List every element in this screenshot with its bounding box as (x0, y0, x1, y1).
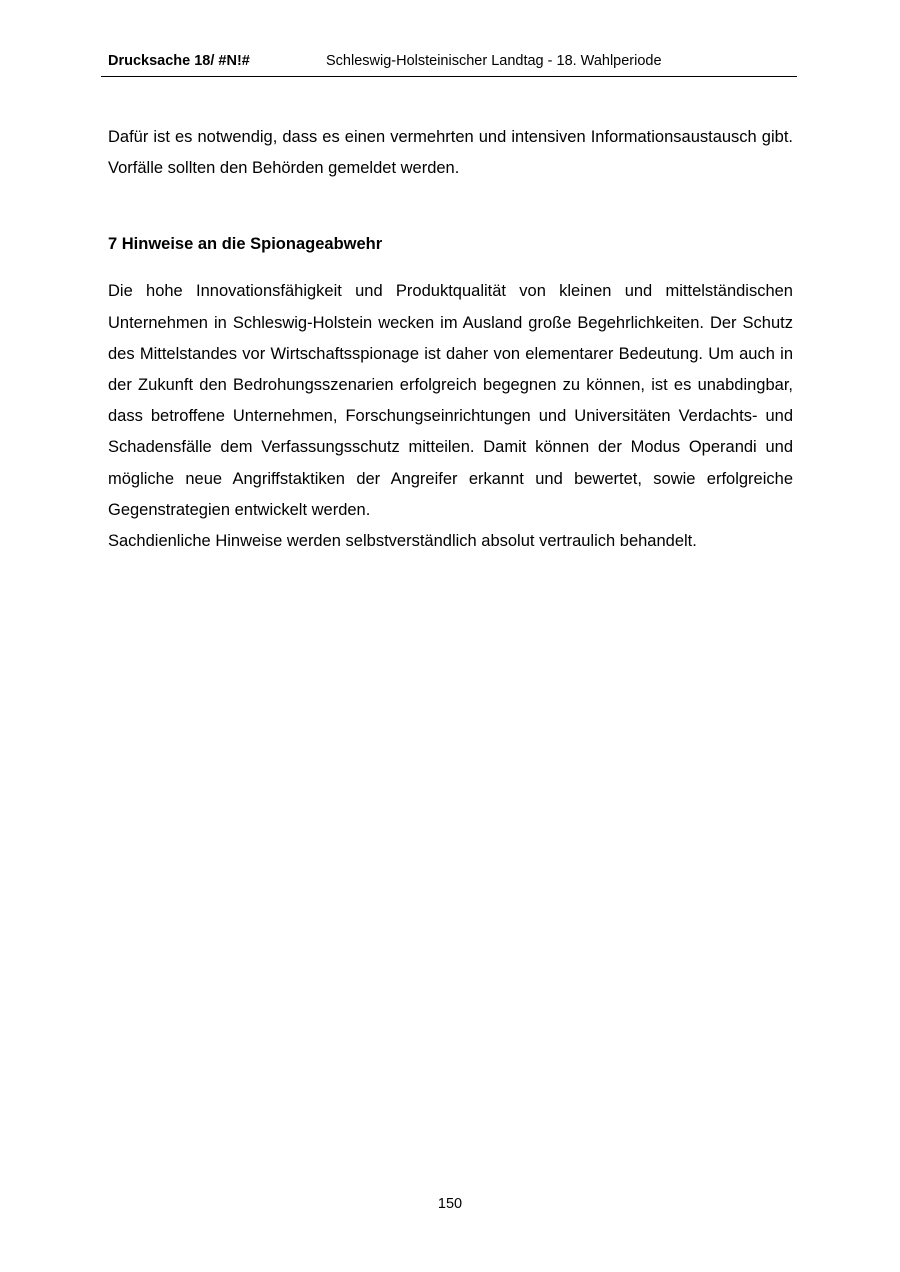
section-heading: 7 Hinweise an die Spionageabwehr (108, 235, 383, 254)
page-header (101, 50, 797, 77)
page-number: 150 (437, 1196, 463, 1212)
page-content (108, 122, 793, 557)
closing-line: Sachdienliche Hinweise werden selbstverständlich absolut vertraulich behandelt. (108, 532, 697, 551)
document-number: Drucksache 18/ #N!# (108, 53, 250, 69)
main-paragraph: Die hohe Innovationsfähigkeit und Produktqualität von kleinen und mittelständischen Unternehmen in Schleswig-Holstein wecken im Ausland große Begehrlichkeiten. Der Schutz des Mittelstandes vor Wirtschaftsspionage ist daher von elementarer Bedeutung. Um auch in der Zukunft den Bedrohungsszenarien erfolgreich begegnen zu können, ist es unabdingbar, dass betroffene Unternehmen, Forschungseinrichtungen und Universitäten Verdachts- und Schadensfälle dem Verfassungsschutz mitteilen. Damit können der Modus Operandi und mögliche neue Angriffstaktiken der Angreifer erkannt und bewertet, sowie erfolgreiche Gegenstrategien entwickelt werden. (108, 282, 793, 519)
intro-paragraph: Dafür ist es notwendig, dass es einen vermehrten und intensiven Informationsaustausch gibt. Vorfälle sollten den Behörden gemeldet werden. (108, 128, 793, 178)
header-title: Schleswig-Holsteinischer Landtag - 18. Wahlperiode (326, 53, 662, 69)
